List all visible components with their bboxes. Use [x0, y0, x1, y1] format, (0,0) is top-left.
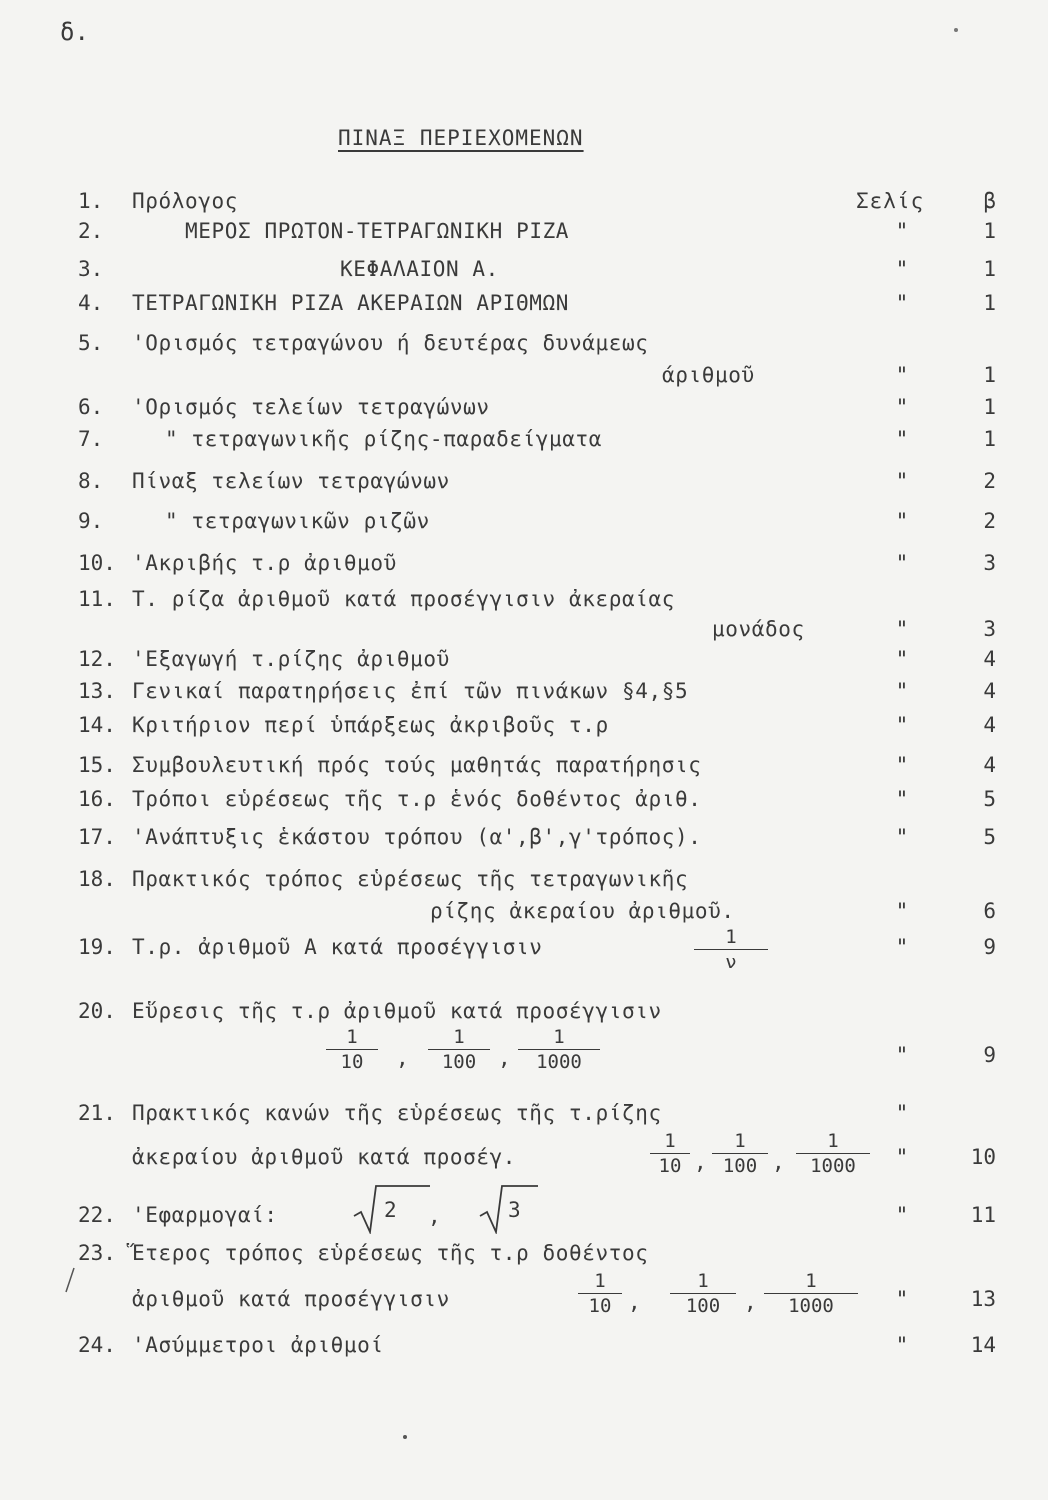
entry-title: Γενικαί παρατηρήσεις ἐπί τῶν πινάκων §4,§5 — [132, 679, 689, 703]
fraction-denominator: 1000 — [788, 1295, 834, 1317]
entry-number: 4. — [78, 291, 104, 315]
entry-title: Εὕρεσις τῆς τ.ρ ἀριθμοῦ κατά προσέγγισιν — [132, 999, 662, 1023]
entry-title: 'Ορισμός τελείων τετραγώνων — [132, 395, 490, 419]
entry-number: 8. — [78, 469, 104, 493]
entry-page: 4 — [983, 679, 996, 703]
ditto-mark: " — [895, 617, 909, 641]
ditto-mark: " — [895, 1145, 909, 1169]
entry-page: 3 — [983, 551, 996, 575]
ditto-mark: " — [895, 647, 909, 671]
entry-page: 5 — [983, 825, 996, 849]
entry-title: ΤΕΤΡΑΓΩΝΙΚΗ ΡΙΖΑ ΑΚΕΡΑΙΩΝ ΑΡΙΘΜΩΝ — [132, 291, 570, 315]
entry-page: 1 — [983, 257, 996, 281]
entry-number: 13. — [78, 679, 116, 703]
fraction-denominator: 100 — [441, 1051, 477, 1073]
entry-title: Πρόλογος — [132, 189, 238, 213]
ditto-mark: " — [895, 395, 909, 419]
fraction-numerator: 1 — [453, 1026, 465, 1048]
entry-title: ΜΕΡΟΣ ΠΡΩΤΟΝ-ΤΕΤΡΑΓΩΝΙΚΗ ΡΙΖΑ — [185, 219, 570, 243]
fraction — [650, 1130, 690, 1177]
page-letter: δ. — [60, 18, 89, 46]
entry-title: Πίναξ τελείων τετραγώνων — [132, 469, 450, 493]
entry-title: Πρακτικός κανών τῆς εὑρέσεως τῆς τ.ρίζης — [132, 1101, 662, 1125]
fraction-bar — [578, 1293, 622, 1294]
entry-title: ΚΕΦΑΛΑΙΟΝ Α. — [340, 257, 499, 281]
entry-page: 4 — [983, 647, 996, 671]
ditto-mark: " — [895, 787, 909, 811]
entry-number: 7. — [78, 427, 104, 451]
page-column-header: Σελίς — [856, 189, 925, 213]
toc-row — [0, 288, 1048, 328]
entry-number: 3. — [78, 257, 104, 281]
separator-comma: , — [428, 1204, 441, 1228]
separator-comma: , — [744, 1290, 757, 1314]
entry-number: 21. — [78, 1101, 116, 1125]
entry-title: " τετραγωνικῆς ρίζης-παραδείγματα — [165, 427, 603, 451]
entry-number: 11. — [78, 587, 116, 611]
fraction-bar — [796, 1153, 870, 1154]
entry-number: 15. — [78, 753, 116, 777]
fraction-numerator: 1 — [725, 926, 737, 948]
toc-row — [0, 710, 1048, 750]
entry-page: 1 — [983, 363, 996, 387]
fraction-denominator: 10 — [588, 1295, 612, 1317]
entry-title: Πρακτικός τρόπος εὑρέσεως τῆς τετραγωνικῆς — [132, 867, 689, 891]
entry-number: 10. — [78, 551, 116, 575]
fraction-denominator: 100 — [722, 1155, 758, 1177]
fraction-bar — [764, 1293, 858, 1294]
entry-title: 'Εξαγωγή τ.ρίζης ἀριθμοῦ — [132, 647, 450, 671]
radicand: 2 — [384, 1198, 397, 1222]
fraction — [712, 1130, 768, 1177]
fraction-numerator: 1 — [697, 1270, 709, 1292]
ditto-mark: " — [895, 679, 909, 703]
toc-row — [0, 1238, 1048, 1278]
fraction-bar — [670, 1293, 736, 1294]
fraction-bar — [694, 949, 768, 950]
ditto-mark: " — [895, 1203, 909, 1227]
ditto-mark: " — [895, 713, 909, 737]
entry-number: 24. — [78, 1333, 116, 1357]
entry-number: 23. — [78, 1241, 116, 1265]
entry-title-continuation: ἀκεραίου ἀριθμοῦ κατά προσέγ. — [132, 1145, 517, 1169]
entry-title: 'Ορισμός τετραγώνου ή δευτέρας δυνάμεως — [132, 331, 649, 355]
ditto-mark: " — [895, 469, 909, 493]
fraction-numerator: 1 — [594, 1270, 606, 1292]
entry-title: Κριτήριον περί ὑπάρξεως ἀκριβοῦς τ.ρ — [132, 713, 609, 737]
toc-row-continuation — [0, 1142, 1048, 1182]
entry-title: 'Ανάπτυξις ἑκάστου τρόπου (α',β',γ'τρόπος). — [132, 825, 702, 849]
toc-row — [0, 506, 1048, 546]
toc-row — [0, 548, 1048, 588]
entry-number: 22. — [78, 1203, 116, 1227]
entry-title: Ἕτερος τρόπος εὑρέσεως τῆς τ.ρ δοθέντος — [132, 1241, 649, 1265]
ditto-mark: " — [895, 509, 909, 533]
fraction-bar — [650, 1153, 690, 1154]
entry-title: Συμβουλευτική πρός τούς μαθητάς παρατήρησις — [132, 753, 702, 777]
entry-number: 17. — [78, 825, 116, 849]
toc-row — [0, 1330, 1048, 1370]
toc-row — [0, 932, 1048, 972]
fraction-numerator: 1 — [734, 1130, 746, 1152]
entry-page: 3 — [983, 617, 996, 641]
entry-title: Τ. ρίζα ἀριθμοῦ κατά προσέγγισιν ἀκεραίας — [132, 587, 675, 611]
entry-title: 'Εφαρμογαί: — [132, 1203, 278, 1227]
entry-page: 1 — [983, 427, 996, 451]
entry-page: 1 — [983, 291, 996, 315]
separator-comma: , — [772, 1150, 785, 1174]
fraction — [578, 1270, 622, 1317]
toc-row — [0, 1098, 1048, 1138]
separator-comma: , — [628, 1290, 641, 1314]
entry-page: 1 — [983, 395, 996, 419]
page-title: ΠΙΝΑΞ ΠΕΡΙΕΧΟΜΕΝΩΝ — [338, 126, 584, 150]
fraction — [670, 1270, 736, 1317]
fraction-numerator: 1 — [827, 1130, 839, 1152]
entry-page: 2 — [983, 509, 996, 533]
entry-page: 6 — [983, 899, 996, 923]
square-root — [352, 1184, 432, 1234]
separator-comma: , — [694, 1150, 707, 1174]
fraction — [694, 926, 768, 973]
entry-number: 1. — [78, 189, 104, 213]
ditto-mark: " — [895, 551, 909, 575]
entry-title-continuation: μονάδος — [712, 617, 805, 641]
fraction-bar — [712, 1153, 768, 1154]
entry-number: 12. — [78, 647, 116, 671]
entry-number: 14. — [78, 713, 116, 737]
fraction-denominator: ν — [725, 951, 737, 973]
entry-page: 4 — [983, 713, 996, 737]
ditto-mark: " — [895, 1043, 909, 1067]
entry-number: 20. — [78, 999, 116, 1023]
fraction-numerator: 1 — [805, 1270, 817, 1292]
ditto-mark: " — [895, 427, 909, 451]
entry-number: 18. — [78, 867, 116, 891]
radicand: 3 — [508, 1198, 521, 1222]
ditto-mark: " — [895, 1333, 909, 1357]
ditto-mark: " — [895, 1287, 909, 1311]
separator-comma: , — [498, 1046, 511, 1070]
separator-comma: , — [396, 1046, 409, 1070]
fraction — [764, 1270, 858, 1317]
fraction-denominator: 100 — [685, 1295, 721, 1317]
toc-row — [0, 216, 1048, 256]
entry-number: 2. — [78, 219, 104, 243]
entry-number: 16. — [78, 787, 116, 811]
entry-page: 9 — [983, 935, 996, 959]
entry-page: 1 — [983, 219, 996, 243]
fraction-numerator: 1 — [553, 1026, 565, 1048]
toc-row-continuation — [0, 896, 1048, 936]
entry-page: 14 — [970, 1333, 996, 1357]
scan-speck — [950, 24, 962, 36]
toc-row — [0, 784, 1048, 824]
toc-row-continuation — [0, 1040, 1048, 1080]
ditto-mark: " — [895, 825, 909, 849]
entry-title: 'Ασύμμετροι ἀριθμοί — [132, 1333, 384, 1357]
fraction-denominator: 1000 — [810, 1155, 856, 1177]
entry-title-continuation: άριθμοῦ — [662, 363, 755, 387]
ditto-mark: " — [895, 257, 909, 281]
entry-page: 11 — [970, 1203, 996, 1227]
entry-page: 5 — [983, 787, 996, 811]
toc-row — [0, 466, 1048, 506]
pen-mark — [62, 1266, 78, 1296]
ditto-mark: " — [895, 899, 909, 923]
fraction-denominator: 1000 — [536, 1051, 582, 1073]
fraction-denominator: 10 — [340, 1051, 364, 1073]
toc-row — [0, 822, 1048, 862]
fraction — [796, 1130, 870, 1177]
entry-page: 13 — [970, 1287, 996, 1311]
toc-row — [0, 424, 1048, 464]
scan-speck — [400, 1432, 410, 1442]
entry-number: 6. — [78, 395, 104, 419]
entry-page: 10 — [970, 1145, 996, 1169]
fraction-numerator: 1 — [664, 1130, 676, 1152]
entry-title: 'Ακριβής τ.ρ ἀριθμοῦ — [132, 551, 397, 575]
entry-page: 4 — [983, 753, 996, 777]
entry-title: " τετραγωνικῶν ριζῶν — [165, 509, 430, 533]
ditto-mark: " — [895, 1101, 909, 1125]
ditto-mark: " — [895, 291, 909, 315]
entry-number: 5. — [78, 331, 104, 355]
entry-page: 2 — [983, 469, 996, 493]
ditto-mark: " — [895, 935, 909, 959]
entry-title: Τρόποι εὑρέσεως τῆς τ.ρ ἑνός δοθέντος ἀριθ. — [132, 787, 702, 811]
entry-page: β — [983, 189, 996, 213]
entry-title: Τ.ρ. ἀριθμοῦ Α κατά προσέγγισιν — [132, 935, 543, 959]
ditto-mark: " — [895, 219, 909, 243]
ditto-mark: " — [895, 363, 909, 387]
square-root — [478, 1184, 548, 1234]
ditto-mark: " — [895, 753, 909, 777]
entry-title-continuation: ἀριθμοῦ κατά προσέγγισιν — [132, 1287, 450, 1311]
toc-row-continuation — [0, 1284, 1048, 1324]
entry-title-continuation: ρίζης ἀκεραίου ἀριθμοῦ. — [430, 899, 735, 923]
entry-page: 9 — [983, 1043, 996, 1067]
entry-number: 19. — [78, 935, 116, 959]
entry-number: 9. — [78, 509, 104, 533]
fraction-denominator: 10 — [658, 1155, 682, 1177]
fraction-numerator: 1 — [346, 1026, 358, 1048]
